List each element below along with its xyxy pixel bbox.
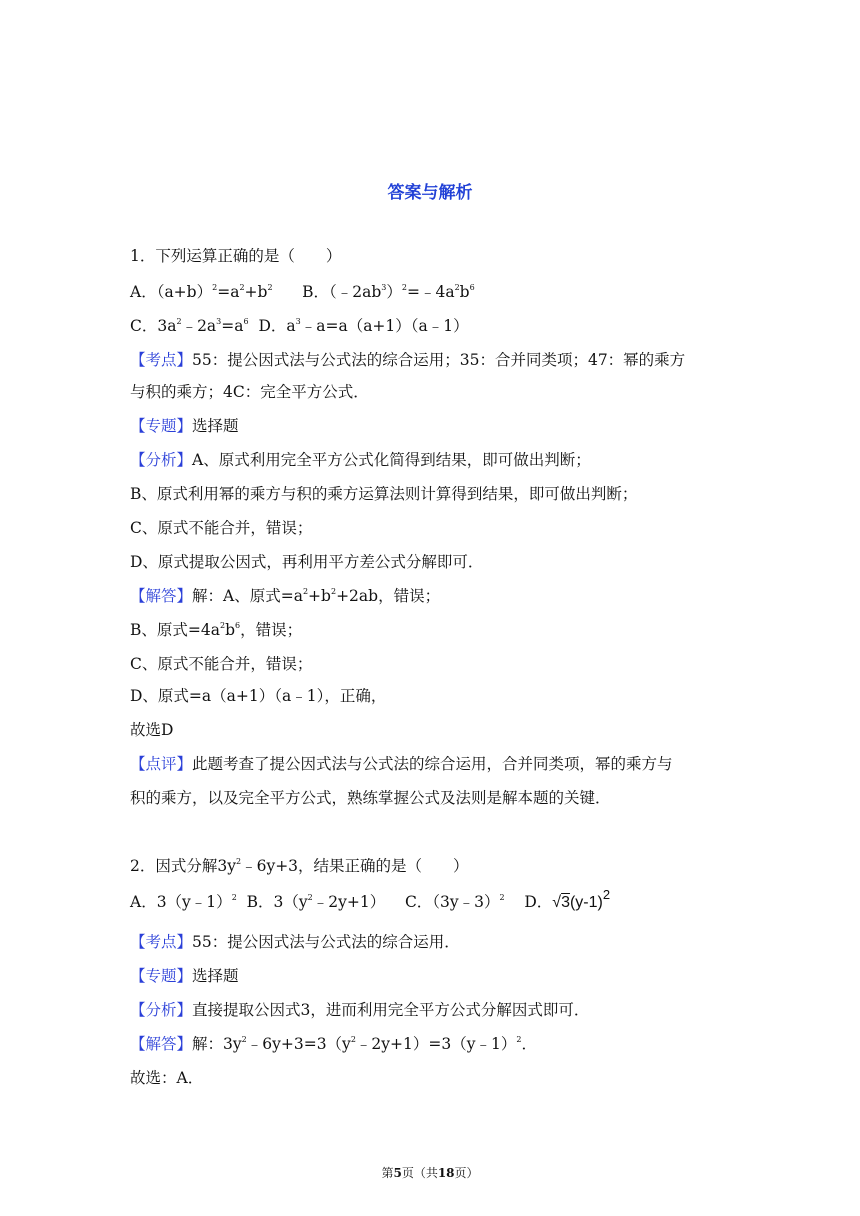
q1-option-d: D．$a^3﹣a=a(a+1)(a﹣1)$ <box>258 317 469 335</box>
q2-zhuanti: 【专题】选择题 <box>130 967 239 985</box>
page-footer: 第5页（共18页） <box>381 1166 479 1180</box>
q2-answer: 故选：A． <box>130 1069 204 1087</box>
q2-kaodian: 【考点】55：提公因式法与公式法的综合运用． <box>130 933 460 951</box>
q1-zhuanti: 【专题】选择题 <box>130 417 239 435</box>
zhuanti-tag: 【专题】 <box>130 417 193 435</box>
q1-dianping-line2: 积的乘方，以及完全平方公式，熟练掌握公式及法则是解本题的关键． <box>130 789 611 807</box>
dianping-tag: 【点评】 <box>130 755 193 773</box>
q2-option-c: C．（3y﹣3）$^2$ <box>404 893 505 911</box>
q1-fenxi-line2: B、原式利用幂的乘方与积的乘方运算法则计算得到结果，即可做出判断； <box>130 485 638 503</box>
q2-options <box>130 887 611 913</box>
page-title: 答案与解析 <box>387 183 473 203</box>
q1-jieda-line2: B、原式$=4a^2b^6$，错误； <box>130 621 303 639</box>
q1-options-ab <box>130 282 475 302</box>
q1-options-cd <box>130 316 469 336</box>
q1-kaodian-line2: 与积的乘方；4C：完全平方公式． <box>130 383 369 401</box>
q1-fenxi-line1: 【分析】A、原式利用完全平方公式化简得到结果，即可做出判断； <box>130 451 591 469</box>
current-page-number: 5 <box>393 1166 402 1180</box>
q2-option-d: D．$√3(y-1)^2$ <box>524 887 611 911</box>
fenxi-tag: 【分析】 <box>130 1001 193 1019</box>
sqrt-expression: $√3(y-1)^2$ <box>552 887 611 911</box>
jieda-tag: 【解答】 <box>130 1035 193 1053</box>
jieda-tag: 【解答】 <box>130 587 193 605</box>
q1-fenxi-line3: C、原式不能合并，错误； <box>130 519 313 537</box>
q1-stem: 1．下列运算正确的是（ ） <box>130 247 342 265</box>
q1-dianping-line1: 【点评】此题考查了提公因式法与公式法的综合运用，合并同类项，幂的乘方与 <box>130 755 673 773</box>
q2-option-b: B．$3(y^2﹣2y+1)$ <box>246 893 386 911</box>
q1-kaodian-line1: 【考点】55：提公因式法与公式法的综合运用；35：合并同类项；47：幂的乘方 <box>130 351 686 369</box>
q1-jieda-line1: 【解答】解：A、原式$=a^2+b^2+2ab$，错误； <box>130 587 441 605</box>
q2-stem: 2．因式分解$3y^2﹣6y+3$，结果正确的是（ ） <box>130 857 469 875</box>
q1-fenxi-line4: D、原式提取公因式，再利用平方差公式分解即可． <box>130 553 484 571</box>
q1-option-b: B．$(﹣2ab^3)^2=﹣4a^2b^6$ <box>302 283 475 301</box>
q2-jieda: 【解答】解：$3y^2﹣6y+3=3(y^2﹣2y+1)=3(y﹣1)^2$． <box>130 1035 537 1053</box>
total-page-number: 18 <box>437 1166 455 1180</box>
q2-option-a: A．3（y﹣1）$^2$ <box>130 893 237 911</box>
q1-option-a: A．$(a+b)^2=a^2+b^2$ <box>130 283 273 301</box>
q1-answer: 故选D <box>130 721 174 739</box>
kaodian-tag: 【考点】 <box>130 351 193 369</box>
q1-option-c: C．$3a^2﹣2a^3=a^6$ <box>130 317 249 335</box>
q2-fenxi: 【分析】直接提取公因式3，进而利用完全平方公式分解因式即可． <box>130 1001 590 1019</box>
fenxi-tag: 【分析】 <box>130 451 193 469</box>
zhuanti-tag: 【专题】 <box>130 967 193 985</box>
kaodian-tag: 【考点】 <box>130 933 193 951</box>
q1-jieda-line4: D、原式=a（a+1）（a﹣1），正确， <box>130 687 387 705</box>
q1-jieda-line3: C、原式不能合并，错误； <box>130 655 313 673</box>
